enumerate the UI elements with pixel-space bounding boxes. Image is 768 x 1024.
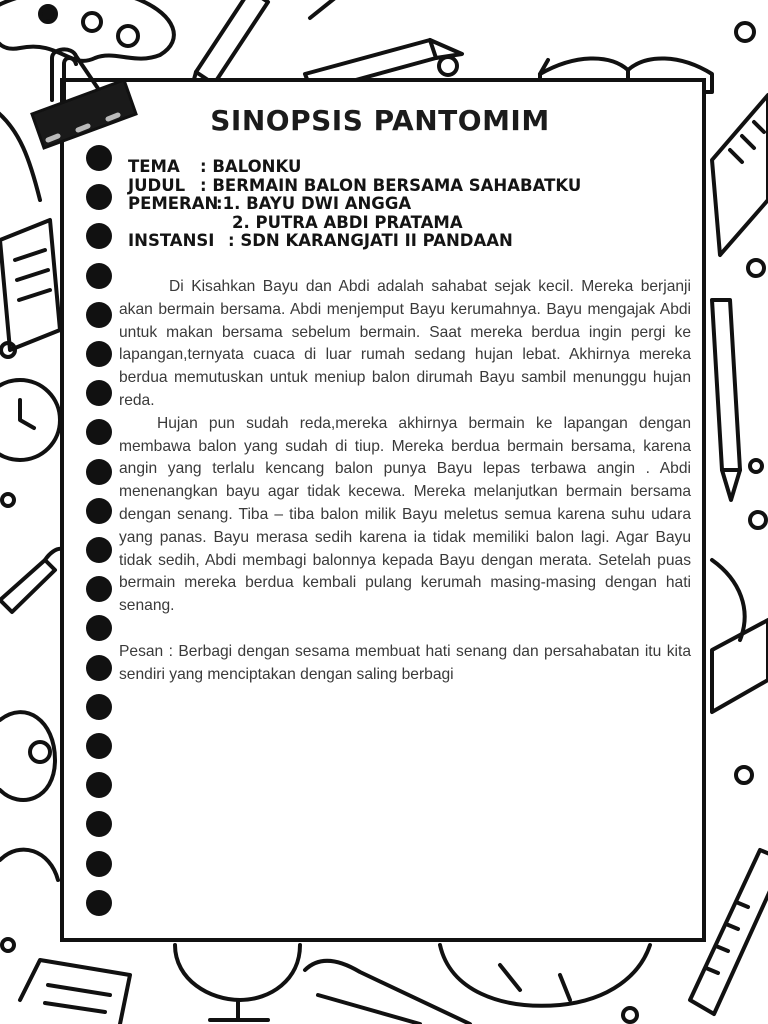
pemeran-label: PEMERAN bbox=[128, 194, 219, 213]
page-title: SINOPSIS PANTOMIM bbox=[210, 104, 550, 137]
spiral-holes bbox=[86, 145, 114, 925]
pemeran-value-2: 2. PUTRA ABDI PRATAMA bbox=[232, 212, 463, 232]
punch-hole bbox=[86, 694, 112, 720]
instansi-label: INSTANSI bbox=[128, 231, 215, 250]
clock-icon bbox=[0, 380, 60, 460]
pemeran-value-1: :1. BAYU DWI ANGGA bbox=[216, 194, 412, 213]
globe-icon bbox=[175, 945, 300, 1020]
punch-hole bbox=[86, 851, 112, 877]
punch-hole bbox=[86, 263, 112, 289]
punch-hole bbox=[86, 184, 112, 210]
punch-hole bbox=[86, 576, 112, 602]
synopsis-body bbox=[119, 276, 691, 686]
punch-hole bbox=[86, 459, 112, 485]
paintbrush-icon bbox=[0, 549, 64, 612]
judul-value: : BERMAIN BALON BERSAMA SAHABATKU bbox=[200, 175, 582, 195]
cast-row-2 bbox=[128, 214, 688, 233]
punch-hole bbox=[86, 498, 112, 524]
punch-hole bbox=[86, 655, 112, 681]
theme-value: : BALONKU bbox=[200, 157, 302, 176]
pen-icon bbox=[305, 961, 470, 1024]
punch-hole bbox=[86, 419, 112, 445]
protractor-icon bbox=[440, 945, 650, 1006]
punch-hole bbox=[86, 772, 112, 798]
paper-icon bbox=[20, 960, 130, 1024]
instansi-value: : SDN KARANGJATI II PANDAAN bbox=[228, 231, 513, 250]
theme-row bbox=[128, 158, 688, 177]
punch-hole bbox=[86, 537, 112, 563]
punch-hole bbox=[86, 223, 112, 249]
pencil-icon bbox=[712, 300, 740, 500]
moral-message: Pesan : Berbagi dengan sesama membuat hati senang dan persahabatan itu kita sendiri yang menciptakan dengan saling berbagi bbox=[119, 642, 691, 683]
judul-label: JUDUL bbox=[128, 175, 186, 195]
punch-hole bbox=[86, 733, 112, 759]
punch-hole bbox=[86, 380, 112, 406]
theme-label: TEMA bbox=[128, 157, 180, 176]
ruler-icon bbox=[712, 95, 768, 255]
cast-row bbox=[128, 195, 688, 214]
paragraph: Di Kisahkan Bayu dan Abdi adalah sahabat sejak kecil. Mereka berjanji akan bermain bersama. Abdi menjemput Bayu kerumahnya. Bayu mengajak Abdi untuk makan bersama sebelum bermain. Saat mereka berdua ingin pergi ke lapangan,ternyata cuaca di luar rumah sedang hujan lebat. Akhirnya mereka berdua memutuskan untuk meniup balon dirumah Bayu sambil menunggu hujan reda. bbox=[119, 278, 691, 409]
binder-clip-icon bbox=[28, 42, 140, 150]
punch-hole bbox=[86, 302, 112, 328]
punch-hole bbox=[86, 341, 112, 367]
punch-hole bbox=[86, 615, 112, 641]
institution-row bbox=[128, 232, 688, 251]
paper-icon bbox=[0, 220, 60, 350]
punch-hole bbox=[86, 890, 112, 916]
synopsis-details bbox=[128, 158, 688, 251]
punch-hole bbox=[86, 811, 112, 837]
title-row bbox=[128, 177, 688, 196]
paragraph: Hujan pun sudah reda,mereka akhirnya bermain ke lapangan dengan membawa balon yang sudah di tiup. Mereka berdua bermain bersama, karena angin yang terlalu kencang balon punya Bayu lepas terbawa angin . Abdi menenangkan bayu agar tidak kecewa. Mereka melanjutkan bermain bersama dengan senang. Tiba – tiba balon milik Bayu meletus semua karena suhu udara yang panas. Bayu merasa sedih karena ia tidak memiliki balon lagi. Agar Bayu tidak sedih, Abdi membagi balonnya kepada Bayu dengan merata. Setelah puas bermain mereka berdua kembali pulang kerumah masing-masing dengan hati senang. bbox=[119, 414, 691, 615]
